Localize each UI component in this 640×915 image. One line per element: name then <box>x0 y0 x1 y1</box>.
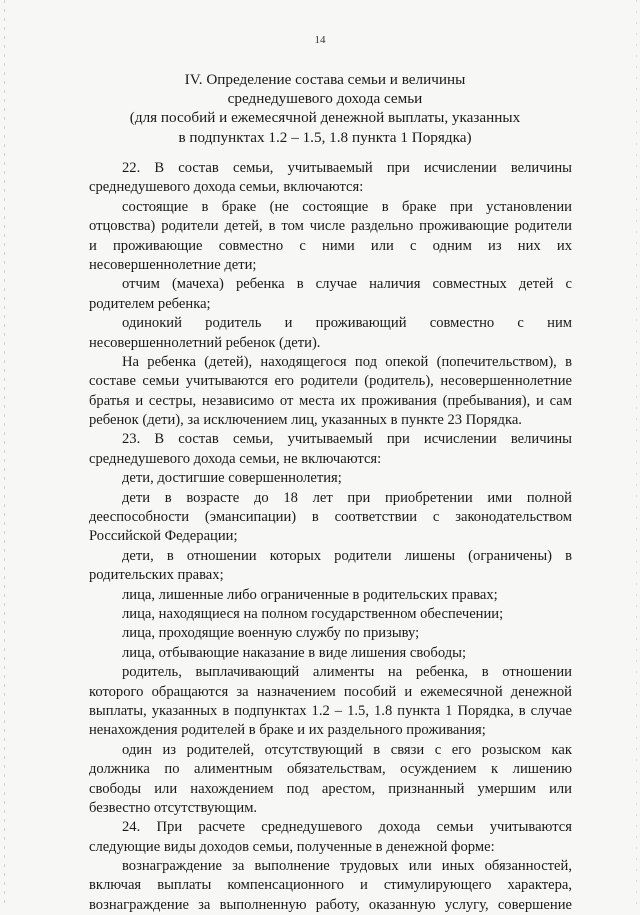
text-line: дееспособности (эмансипации) в соответствии с законодательством <box>89 509 572 526</box>
scan-edge-right <box>636 0 637 905</box>
text-line: Российской Федерации; <box>89 528 238 545</box>
section-heading <box>60 70 590 147</box>
text-line: родитель, выплачивающий алименты на ребенка, в отношении <box>122 664 572 681</box>
text-line: лица, находящиеся на полном государственном обеспечении; <box>122 605 504 622</box>
text-line: одинокий родитель и проживающий совместно с ним <box>122 315 572 332</box>
text-line: свободы или нахождением под арестом, признанный умершим или <box>89 780 572 797</box>
heading-line: IV. Определение состава семьи и величины <box>184 71 466 88</box>
document-body <box>89 159 572 915</box>
text-line: ребенок (дети), за исключением лиц, указанных в пункте 23 Порядка. <box>89 412 522 429</box>
text-line: На ребенка (детей), находящегося под опекой (попечительством), в <box>122 353 572 370</box>
text-line: дети, в отношении которых родители лишены (ограничены) в <box>122 547 572 564</box>
text-line: отчим (мачеха) ребенка в случае наличия совместных детей с <box>122 276 572 293</box>
heading-line: (для пособий и ежемесячной денежной выплаты, указанных <box>129 109 521 127</box>
text-line: лица, отбывающие наказание в виде лишения свободы; <box>122 644 466 661</box>
text-line: 23. В состав семьи, учитываемый при исчислении величины <box>122 431 572 448</box>
text-line: безвестно отсутствующим. <box>89 799 258 816</box>
text-line: лица, лишенные либо ограниченные в родительских правах; <box>122 586 498 603</box>
text-line: составе семьи учитываются его родители (родитель), несовершеннолетние <box>89 373 572 390</box>
text-line: среднедушевого дохода семьи, не включаются: <box>89 450 382 467</box>
text-line: которого обращаются за назначением пособий и ежемесячной денежной <box>89 683 572 700</box>
text-line: 22. В состав семьи, учитываемый при исчислении величины <box>122 160 572 176</box>
text-line: отцовства) родители детей, в том числе раздельно проживающие родители <box>89 218 572 235</box>
text-line: лица, проходящие военную службу по призыву; <box>122 625 420 642</box>
text-line: выплаты, указанных в подпунктах 1.2 – 1.5, 1.8 пункта 1 Порядка, в случае <box>89 702 572 719</box>
text-line: несовершеннолетние дети; <box>89 256 257 273</box>
text-line: вознаграждение за выполнение трудовых или иных обязанностей, <box>122 858 572 875</box>
scan-edge-left <box>4 0 5 905</box>
text-line: вознаграждение за выполненную работу, оказанную услугу, совершение <box>89 896 572 913</box>
text-line: и проживающие совместно с ними или с одним из них их <box>89 237 572 254</box>
text-line: дети, достигшие совершеннолетия; <box>122 470 342 487</box>
text-line: родительских правах; <box>89 567 224 584</box>
text-line: следующие виды доходов семьи, полученные в денежной форме: <box>89 838 495 855</box>
text-line: ненахождения родителей в браке и их раздельного проживания; <box>89 722 486 739</box>
text-line: среднедушевого дохода семьи, включаются: <box>89 179 364 196</box>
text-line: несовершеннолетний ребенок (дети). <box>89 334 321 351</box>
text-line: должника по алиментным обязательствам, осуждением к лишению <box>89 761 572 778</box>
text-line: один из родителей, отсутствующий в связи с его розыском как <box>122 741 572 758</box>
text-line: дети в возрасте до 18 лет при приобретении ими полной <box>122 489 572 506</box>
text-line: 24. При расчете среднедушевого дохода семьи учитываются <box>122 819 572 836</box>
heading-line: в подпунктах 1.2 – 1.5, 1.8 пункта 1 Порядка) <box>178 128 472 146</box>
text-line: включая выплаты компенсационного и стимулирующего характера, <box>89 877 572 894</box>
page-number: 14 <box>314 34 326 46</box>
text-line: братья и сестры, независимо от места их проживания (пребывания), и сам <box>89 392 572 409</box>
text-line: родителем ребенка; <box>89 295 211 312</box>
text-line: состоящие в браке (не состоящие в браке при установлении <box>122 198 572 215</box>
heading-line: среднедушевого дохода семьи <box>227 90 423 108</box>
